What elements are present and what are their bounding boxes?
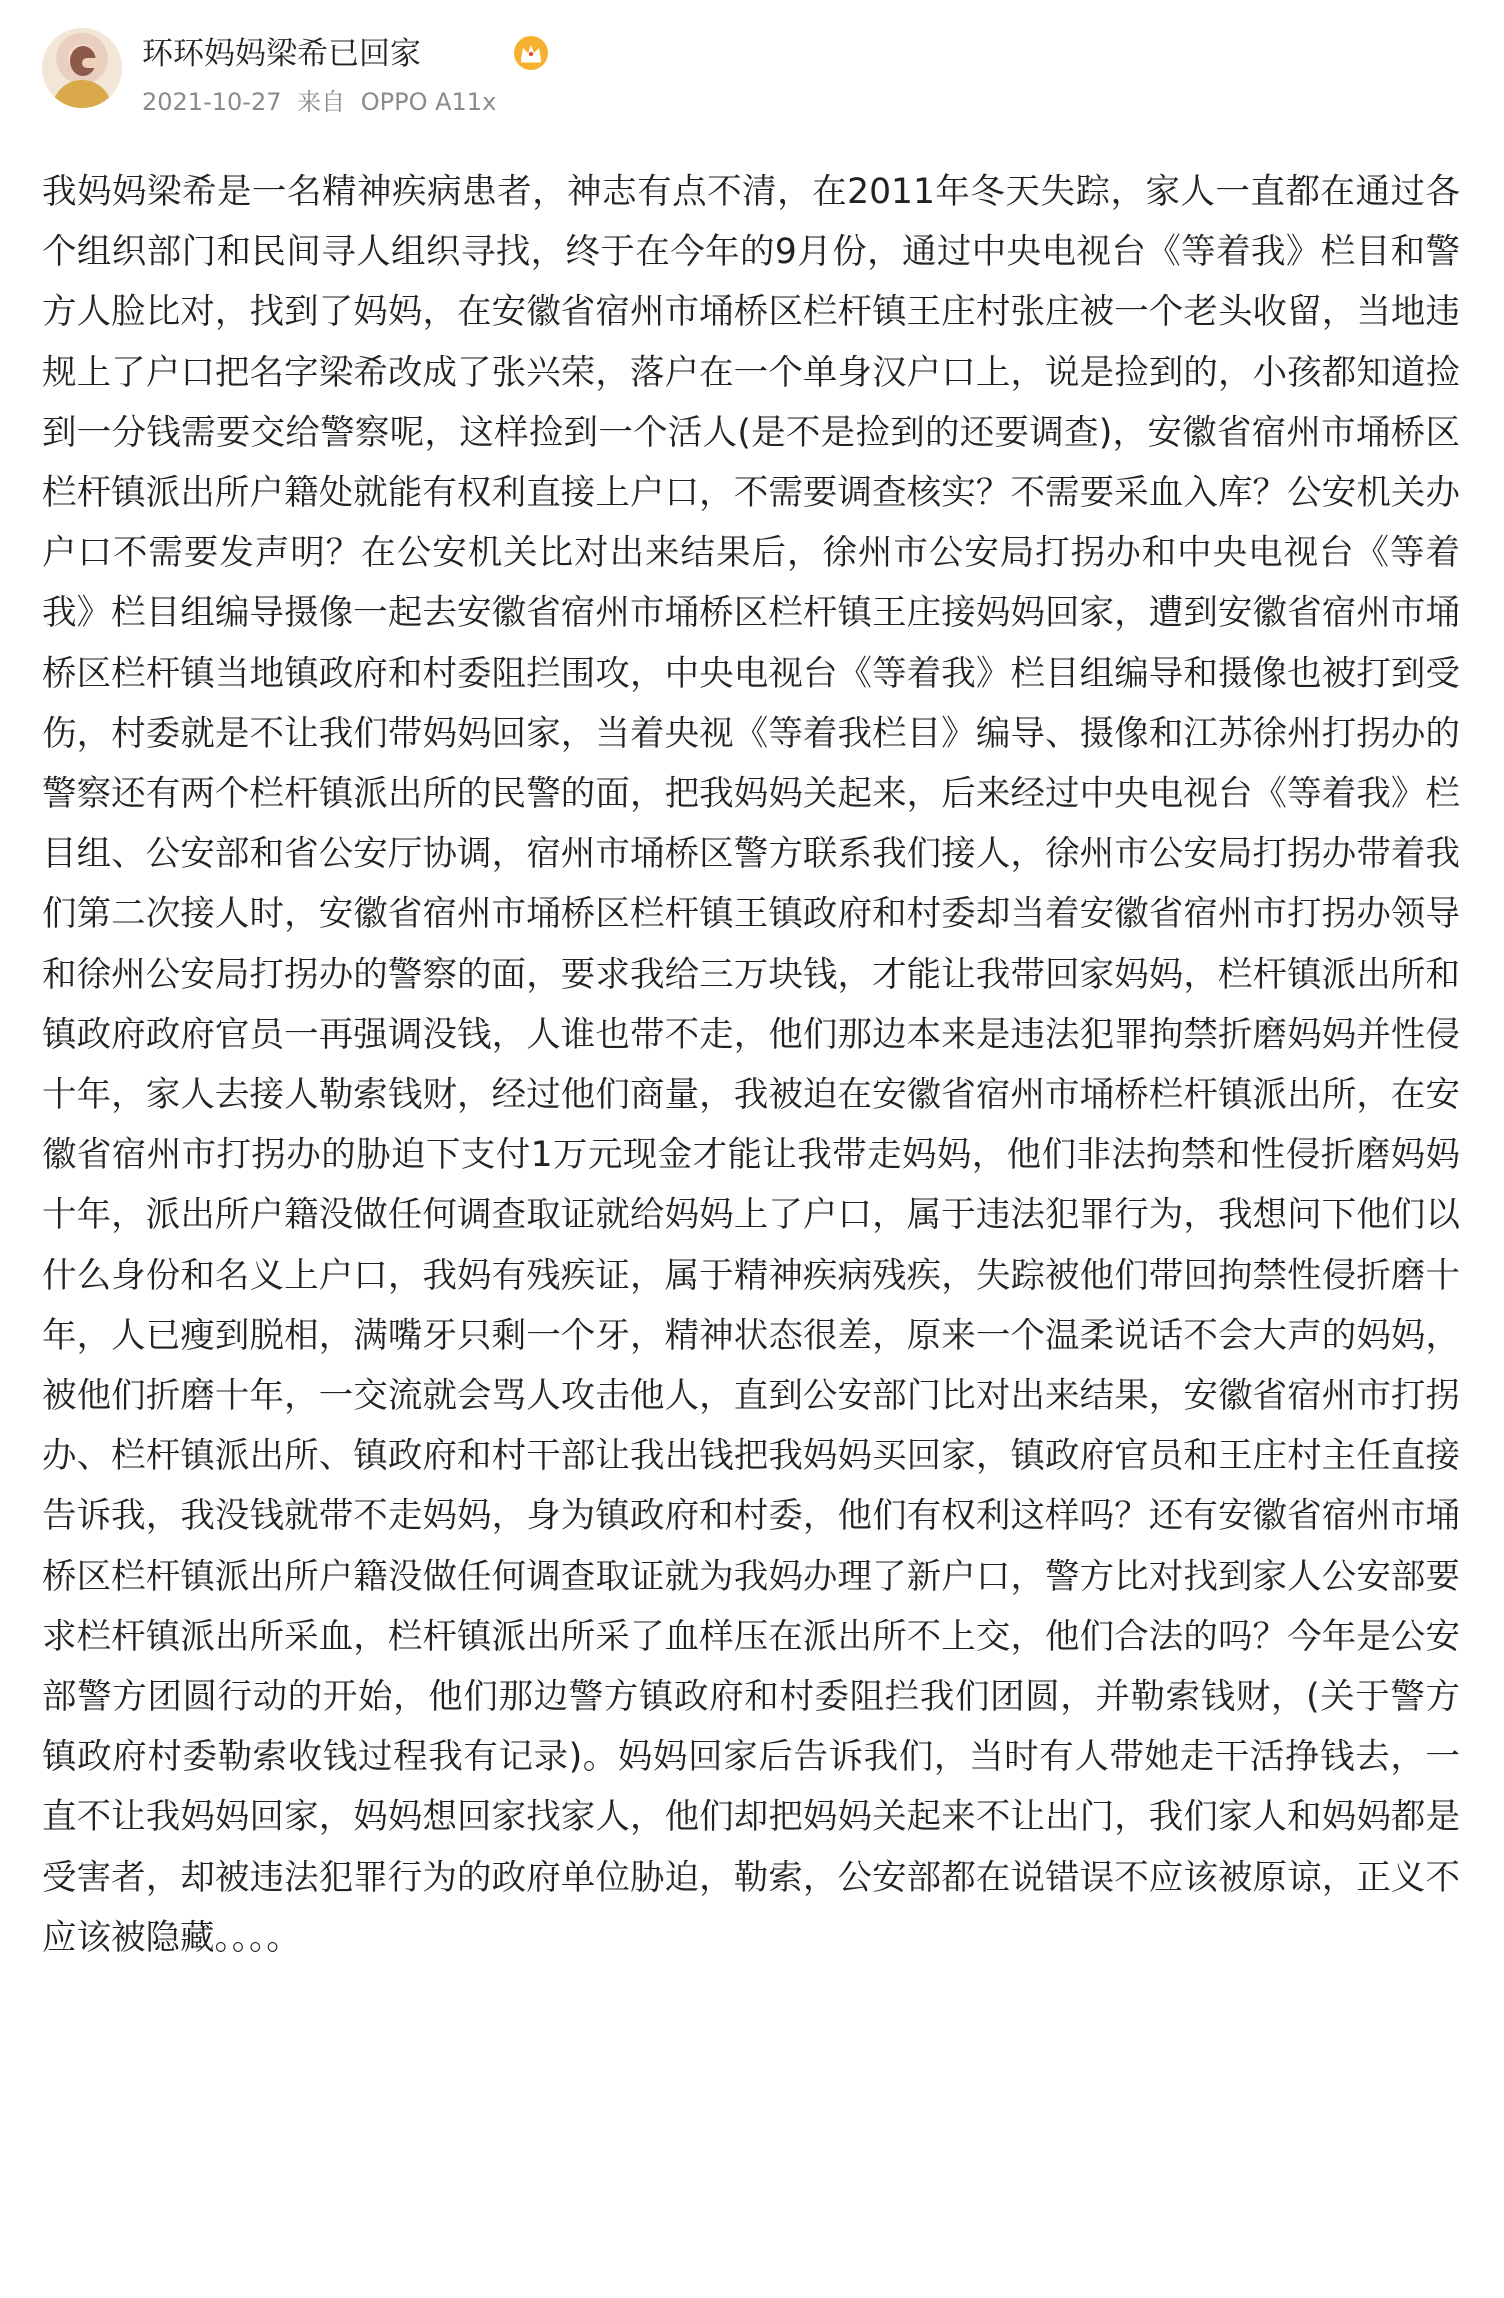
post-text: 我妈妈梁希是一名精神疾病患者，神志有点不清，在2011年冬天失踪，家人一直都在通过各个组织部门和民间寻人组织寻找，终于在今年的9月份，通过中央电视台《等着我》栏目和警方人脸比对，找到了妈妈，在安徽省宿州市埇桥区栏杆镇王庄村张庄被一个老头收留，当地违规上了户口把名字梁希改成了张兴荣，落户在一个单身汉户口上，说是捡到的，小孩都知道捡到一分钱需要交给警察呢，这样捡到一个活人(是不是捡到的还要调查)，安徽省宿州市埇桥区栏杆镇派出所户籍处就能有权利直接上户口，不需要调查核实？不需要采血入库？公安机关办户口不需要发声明？在公安机关比对出来结果后，徐州市公安局打拐办和中央电视台《等着我》栏目组编导摄像一起去安徽省宿州市埇桥区栏杆镇王庄接妈妈回家，遭到安徽省宿州市埇桥区栏杆镇当地镇政府和村委阻拦围攻，中央电视台《等着我》栏目组编导和摄像也被打到受伤，村委就是不让我们带妈妈回家，当着央视《等着我栏目》编导、摄像和江苏徐州打拐办的警察还有两个栏杆镇派出所的民警的面，把我妈妈关起来，后来经过中央电视台《等着我》栏目组、公安部和省公安厅协调，宿州市埇桥区警方联系我们接人，徐州市公安局打拐办带着我们第二次接人时，安徽省宿州市埇桥区栏杆镇王镇政府和村委却当着安徽省宿州市打拐办领导和徐州公安局打拐办的警察的面，要求我给三万块钱，才能让我带回家妈妈，栏杆镇派出所和镇政府政府官员一再强调没钱，人谁也带不走，他们那边本来是违法犯罪拘禁折磨妈妈并性侵十年，家人去接人勒索钱财，经过他们商量，我被迫在安徽省宿州市埇桥栏杆镇派出所，在安徽省宿州市打拐办的胁迫下支付1万元现金才能让我带走妈妈，他们非法拘禁和性侵折磨妈妈十年，派出所户籍没做任何调查取证就给妈妈上了户口，属于违法犯罪行为，我想问下他们以什么身份和名义上户口，我妈有残疾证，属于精神疾病残疾，失踪被他们带回拘禁性侵折磨十年，人已瘦到脱相，满嘴牙只剩一个牙，精神状态很差，原来一个温柔说话不会大声的妈妈，被他们折磨十年，一交流就会骂人攻击他人，直到公安部门比对出来结果，安徽省宿州市打拐办、栏杆镇派出所、镇政府和村干部让我出钱把我妈妈买回家，镇政府官员和王庄村主任直接告诉我，我没钱就带不走妈妈，身为镇政府和村委，他们有权利这样吗？还有安徽省宿州市埇桥区栏杆镇派出所户籍没做任何调查取证就为我妈办理了新户口，警方比对找到家人公安部要求栏杆镇派出所采血，栏杆镇派出所采了血样压在派出所不上交，他们合法的吗？今年是公安部警方团圆行动的开始，他们那边警方镇政府和村委阻拦我们团圆，并勒索钱财，(关于警方镇政府村委勒索收钱过程我有记录)。妈妈回家后告诉我们，当时有人带她走干活挣钱去，一直不让我妈妈回家，妈妈想回家找家人，他们却把妈妈关起来不让出门，我们家人和妈妈都是受害者，却被违法犯罪行为的政府单位胁迫，勒索，公安部都在说错误不应该被原谅，正义不应该被隐藏。。。。 [42, 172, 1460, 1958]
author-name[interactable]: 环环妈妈梁希已回家 [142, 36, 421, 72]
avatar[interactable] [42, 28, 122, 108]
avatar-shirt [52, 80, 112, 108]
device-name[interactable]: OPPO A11x [360, 88, 497, 116]
post-meta [142, 86, 504, 118]
post-header [42, 24, 1462, 124]
avatar-hand [82, 58, 102, 68]
post-date: 2021-10-27 [142, 88, 282, 116]
crown-icon [512, 34, 550, 72]
source-prefix: 来自 [297, 88, 346, 116]
